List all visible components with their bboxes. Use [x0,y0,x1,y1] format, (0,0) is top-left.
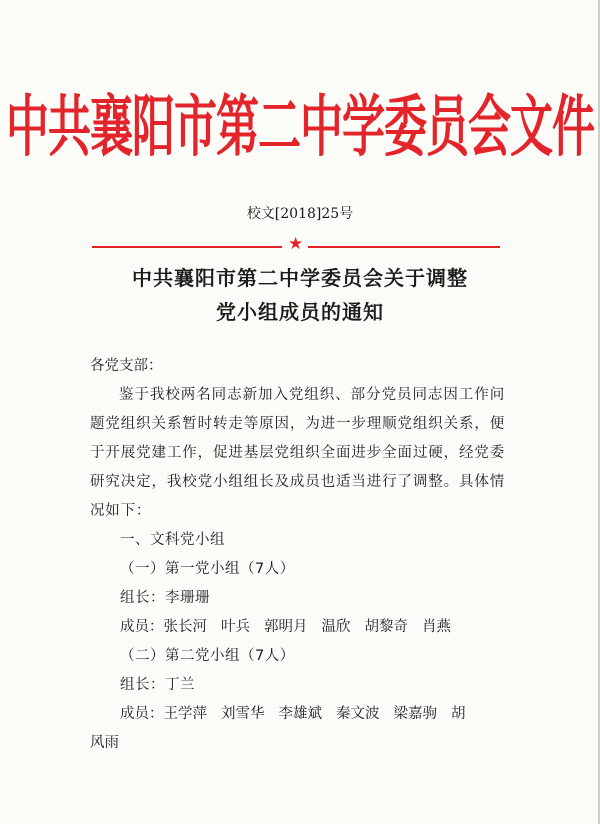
divider-line-left [92,246,282,248]
members-label: 成员： [120,619,164,635]
group1-title: （一）第一党小组（7人） [120,561,295,577]
member-name: 刘雪华 [221,706,265,722]
notice-title-line2: 党小组成员的通知 [216,300,384,324]
org-header-title: 中共襄阳市第二中学委员会文件 [6,88,594,167]
star-icon: ★ [288,234,304,254]
member-name: 张长河 [163,619,207,635]
divider-line-right [308,246,500,248]
members-label: 成员： [120,706,164,722]
member-name: 胡黎奇 [364,619,408,635]
group2-members [90,700,505,729]
member-name: 梁嘉驹 [393,706,437,722]
member-name-continued: 风雨 [90,735,119,751]
member-name: 李雄斌 [278,706,322,722]
member-name: 郭明月 [264,619,308,635]
group1-leader: 组长：李珊珊 [120,590,210,606]
member-name: 温欣 [321,619,351,635]
member-name: 肖燕 [422,619,451,635]
member-name: 王学萍 [163,706,207,722]
member-name: 胡 [451,706,466,722]
notice-title-line1: 中共襄阳市第二中学委员会关于调整 [132,266,468,290]
member-name: 叶兵 [221,619,250,635]
document-body [90,352,505,758]
red-divider [92,234,500,254]
group2-leader: 组长：丁兰 [120,677,195,693]
group1-members [90,613,505,642]
group2-title: （二）第二党小组（7人） [120,648,295,664]
document-number: 校文[2018]25号 [246,206,354,222]
intro-paragraph: 鉴于我校两名同志新加入党组织、部分党员同志因工作问题党组织关系暂时转走等原因，为进一步理顺党组织关系，便于开展党建工作，促进基层党组织全面进步全面过硬，经党委研究决定，我校党小组组长及成员也适当进行了调整。具体情况如下： [90,387,505,519]
section-heading: 一、文科党小组 [120,532,225,548]
member-name: 秦文波 [336,706,380,722]
salutation: 各党支部： [90,358,163,374]
